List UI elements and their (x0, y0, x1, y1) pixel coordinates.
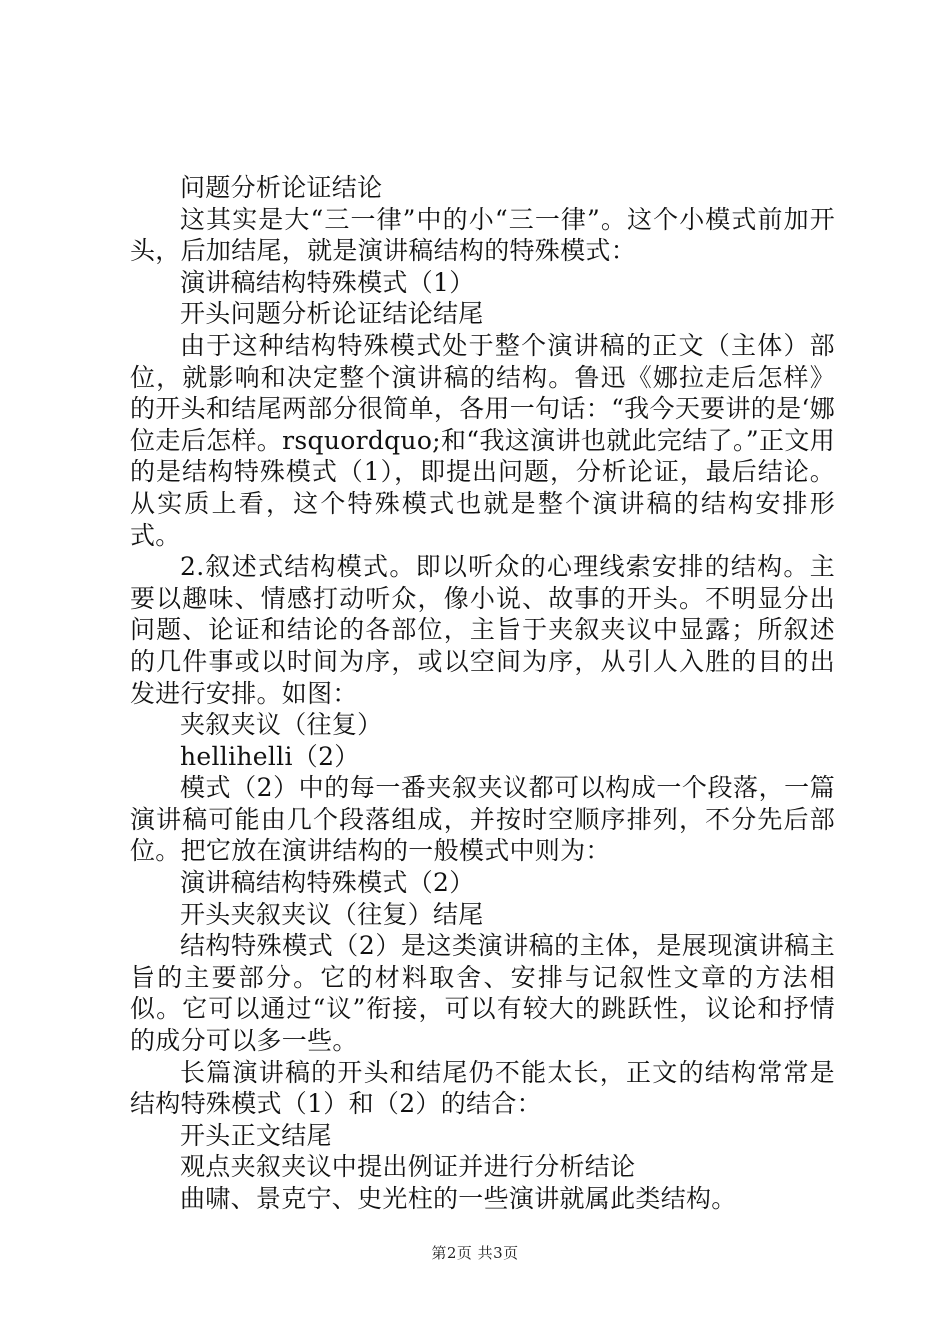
paragraph: 这其实是大“三一律”中的小“三一律”。这个小模式前加开头，后加结尾，就是演讲稿结构的特殊模式： (130, 204, 835, 266)
paragraph: 长篇演讲稿的开头和结尾仍不能太长，正文的结构常常是结构特殊模式（1）和（2）的结合： (130, 1057, 835, 1119)
page-number-footer: 第2页 共3页 (431, 1244, 519, 1262)
paragraph: 开头夹叙夹议（往复）结尾 (180, 899, 484, 929)
paragraph: 模式（2）中的每一番夹叙夹议都可以构成一个段落，一篇演讲稿可能由几个段落组成，并按时空顺序排列，不分先后部位。把它放在演讲结构的一般模式中则为： (130, 773, 835, 866)
paragraph: 演讲稿结构特殊模式（2） (180, 868, 475, 898)
paragraph: 开头正文结尾 (180, 1120, 332, 1150)
paragraph: 由于这种结构特殊模式处于整个演讲稿的正文（主体）部位，就影响和决定整个演讲稿的结构。鲁迅《娜拉走后怎样》的开头和结尾两部分很简单，各用一句话：“我今天要讲的是‘娜位走后怎样。rsquordquo;和“我这演讲也就此完结了。”正文用的是结构特殊模式（1），即提出问题，分析论证，最后结论。从实质上看，这个特殊模式也就是整个演讲稿的结构安排形式。 (130, 330, 835, 550)
paragraph: 演讲稿结构特殊模式（1） (180, 267, 475, 297)
paragraph: hellihelli（2） (180, 741, 360, 771)
paragraph: 夹叙夹议（往复） (180, 710, 383, 740)
paragraph: 结构特殊模式（2）是这类演讲稿的主体，是展现演讲稿主旨的主要部分。它的材料取舍、安排与记叙性文章的方法相似。它可以通过“议”衔接，可以有较大的跳跃性，议论和抒情的成分可以多一些。 (130, 931, 835, 1056)
paragraph: 曲啸、景克宁、史光柱的一些演讲就属此类结构。 (180, 1184, 737, 1213)
paragraph: 2.叙述式结构模式。即以听众的心理线索安排的结构。主要以趣味、情感打动听众，像小说、故事的开头。不明显分出问题、论证和结论的各部位，主旨于夹叙夹议中显露；所叙述的几件事或以时间为序，或以空间为序，从引人入胜的目的出发进行安排。如图： (130, 552, 835, 708)
paragraph: 开头问题分析论证结论结尾 (180, 299, 484, 329)
document-body (130, 172, 835, 1215)
paragraph: 观点夹叙夹议中提出例证并进行分析结论 (180, 1152, 636, 1182)
paragraph: 问题分析论证结论 (180, 173, 383, 202)
